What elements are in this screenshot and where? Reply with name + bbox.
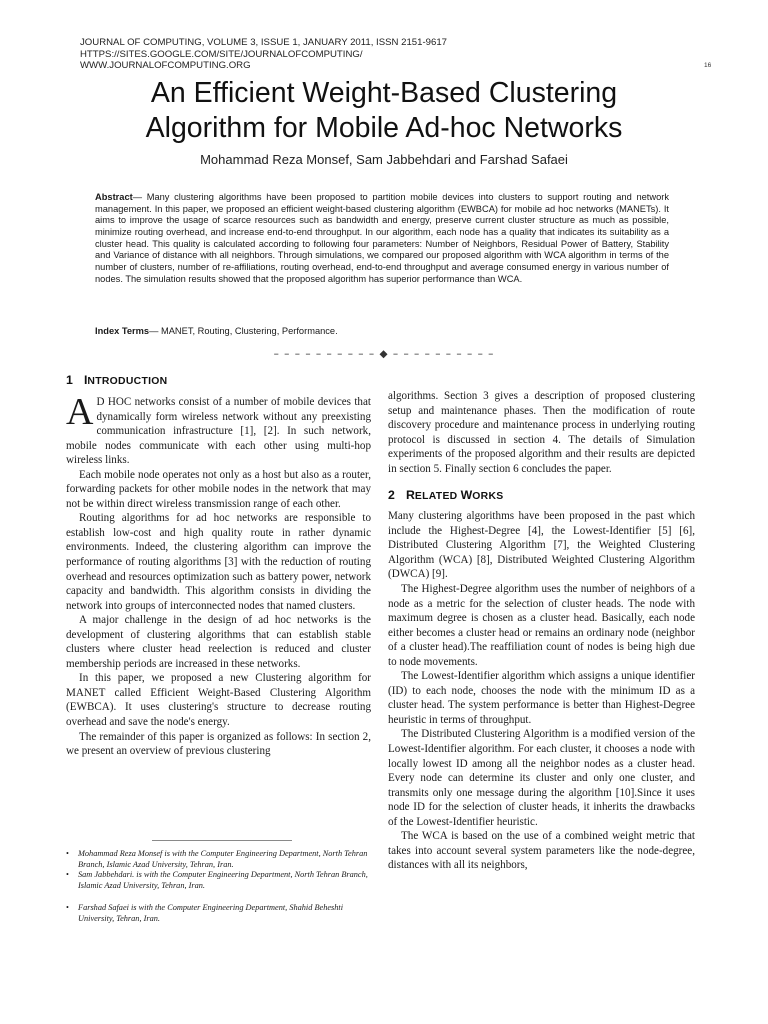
intro-paragraph-3: Routing algorithms for ad hoc networks are responsible to establish low-cost and high quality route in rather dynamic environments. Indeed, the clustering algorithm can improve the performance of routing algorithms [3] with the reduction of routing overhead and resources optimization such as battery power, network capacity and bandwidth. This algorithm consists in dividing the network into groups of interconnected nodes that named clusters. [66,512,371,612]
intro-paragraph-6: The remainder of this paper is organized as follows: In section 2, we present an overview of previous clustering [66,730,371,758]
section-heading-related-works [388,487,695,505]
section-title-initial: W [460,488,473,503]
page-number: 16 [704,62,712,69]
intro-paragraph-6-continued: algorithms. Section 3 gives a description of proposed clustering setup and maintenance phases. Then the modification of route discovery procedure and maintenance process in underlying routing protocol is discussed in section 4. The details of Simulation experiments of the proposed algorithm and their results are depicted in section 5. Finally section 6 concludes the paper. [388,390,695,475]
related-paragraph-2: The Highest-Degree algorithm uses the number of neighbors of a node as a metric for the selection of cluster heads. The node with maximum degree is chosen as a cluster head. Basically, each node either becomes a cluster head or remains an ordinary node (neighbor of a cluster head).The reaffiliation count of nodes is being high due to node movements. [388,583,695,668]
section-number: 2 [388,488,395,503]
abstract-label: Abstract [95,192,133,202]
author-list: Mohammad Reza Monsef, Sam Jabbehdari and Farshad Safaei [200,152,568,167]
section-separator: – – – – – – – – – – ◆ – – – – – – – – – – [273,348,495,360]
section-title-initial: R [406,488,415,503]
intro-paragraph-2: Each mobile node operates not only as a host but also as a router, forwarding packets for other mobile nodes in the network that may not be within direct wireless transmission range of each other. [66,468,371,510]
author-footnotes [66,849,371,925]
footnote-text: Farshad Safaei is with the Computer Engineering Department, Shahid Beheshti University, Tehran, Iran. [78,903,344,923]
footnote-bullet: • [66,849,69,858]
footnote-bullet: • [66,903,69,913]
journal-url: HTTPS://SITES.GOOGLE.COM/SITE/JOURNALOFCOMPUTING/ [80,48,363,60]
journal-citation: JOURNAL OF COMPUTING, VOLUME 3, ISSUE 1, JANUARY 2011, ISSN 2151-9617 [80,37,447,48]
index-terms-label: Index Terms [95,326,150,336]
paper-title-line-1: An Efficient Weight-Based Clustering [150,77,618,109]
section-title-rest: ORKS [472,491,504,503]
paper-title [64,76,704,145]
footnote-item [66,849,371,870]
paper-title-line-2: Algorithm for Mobile Ad-hoc Networks [145,111,623,144]
footnote-text: Mohammad Reza Monsef is with the Computer Engineering Department, North Tehran Branch, Islamic Azad University, Tehran, Iran. [78,849,368,869]
related-paragraph-5: The WCA is based on the use of a combined weight metric that takes into account several system parameters like the node-degree, distances with all its neighbors, [388,830,695,872]
index-terms [95,326,669,338]
footnote-item [66,903,371,924]
related-paragraph-4: The Distributed Clustering Algorithm is a modified version of the Lowest-Identifier algorithm. For each cluster, it chooses a node with locally lowest ID among all the neighbor nodes as a cluster head. Every node can determine its cluster and only one cluster, and transmits only one message during the algorithm [10].Since it uses node ID for the selection of cluster heads, it inherits the drawbacks of the Lowest-Identifier heuristic. [388,728,695,828]
section-heading-introduction [66,372,371,390]
journal-website: WWW.JOURNALOFCOMPUTING.ORG [80,60,251,72]
intro-paragraph-1 [66,391,371,468]
section-title-initial: I [84,373,88,387]
abstract-text: — Many clustering algorithms have been proposed to partition mobile devices into clusters to support routing and network management. In this paper, we proposed an efficient weight-based clustering algorithm (EWBCA) for mobile ad hoc networks (MANETs). It aims to improve the usage of scarce resources such as bandwidth and energy, preserve current cluster structure as much as possible, minimize routing overhead, and increase end-to-end throughput. In our algorithm, each node has a quality that indicates its suitability as a cluster head. This quality is calculated according to following four parameters: Number of Neighbors, Residual Power of Battery, Stability and Variance of distance with all neighbors. Through simulations, we compared our proposed algorithm with WCA algorithm in terms of the number of clusters, number of re-affiliations, routing overhead, end-to-end throughput and average consumed energy in various number of nodes. The simulation results showed that the proposed algorithm has superior performance than WCA. [95,192,669,284]
intro-paragraph-4: A major challenge in the design of ad hoc networks is the development of clustering algorithms that can establish stable clusters where cluster head reelection is reduced and cluster membership periods are increased in these networks. [66,614,371,670]
footnote-item [66,870,371,891]
left-column [66,372,371,759]
drop-cap: A [66,391,94,433]
footnote-bullet: • [66,870,69,880]
section-number: 1 [66,373,73,387]
footnote-divider [152,840,292,841]
footnote-text: Sam Jabbehdari. is with the Computer Engineering Department, North Tehran Branch, Islamic Azad University, Tehran, Iran. [78,870,368,890]
abstract [95,192,669,285]
journal-header [80,37,500,72]
section-title-rest: NTRODUCTION [87,376,168,387]
related-paragraph-3: The Lowest-Identifier algorithm which assigns a unique identifier (ID) to each node, chooses the node with the minimum ID as a cluster head. The system performance is better than Highest-Degree heuristic in terms of throughput. [388,670,695,726]
index-terms-text: — MANET, Routing, Clustering, Performance. [149,326,338,336]
intro-paragraph-5: In this paper, we proposed a new Clustering algorithm for MANET called Efficient Weight-Based Clustering Algorithm (EWBCA). It uses clustering's structure to decrease routing overhead and save the node's energy. [66,672,371,729]
right-column [388,389,695,873]
section-title-rest: ELATED [414,491,461,503]
intro-paragraph-1-text: D HOC networks consist of a number of mobile devices that dynamically form wireless network without any preexisting communication infrastructure [1], [2]. In such network, mobile nodes communicate with each other using multi-hop wireless links. [66,396,371,467]
related-paragraph-1: Many clustering algorithms have been proposed in the past which include the Highest-Degree [4], the Lowest-Identifier [5] [6], Distributed Clustering Algorithm [7], the Weighted Clustering Algorithm (WCA) [8], Distributed Weighted Clustering Algorithm (DWCA) [9]. [388,510,695,581]
